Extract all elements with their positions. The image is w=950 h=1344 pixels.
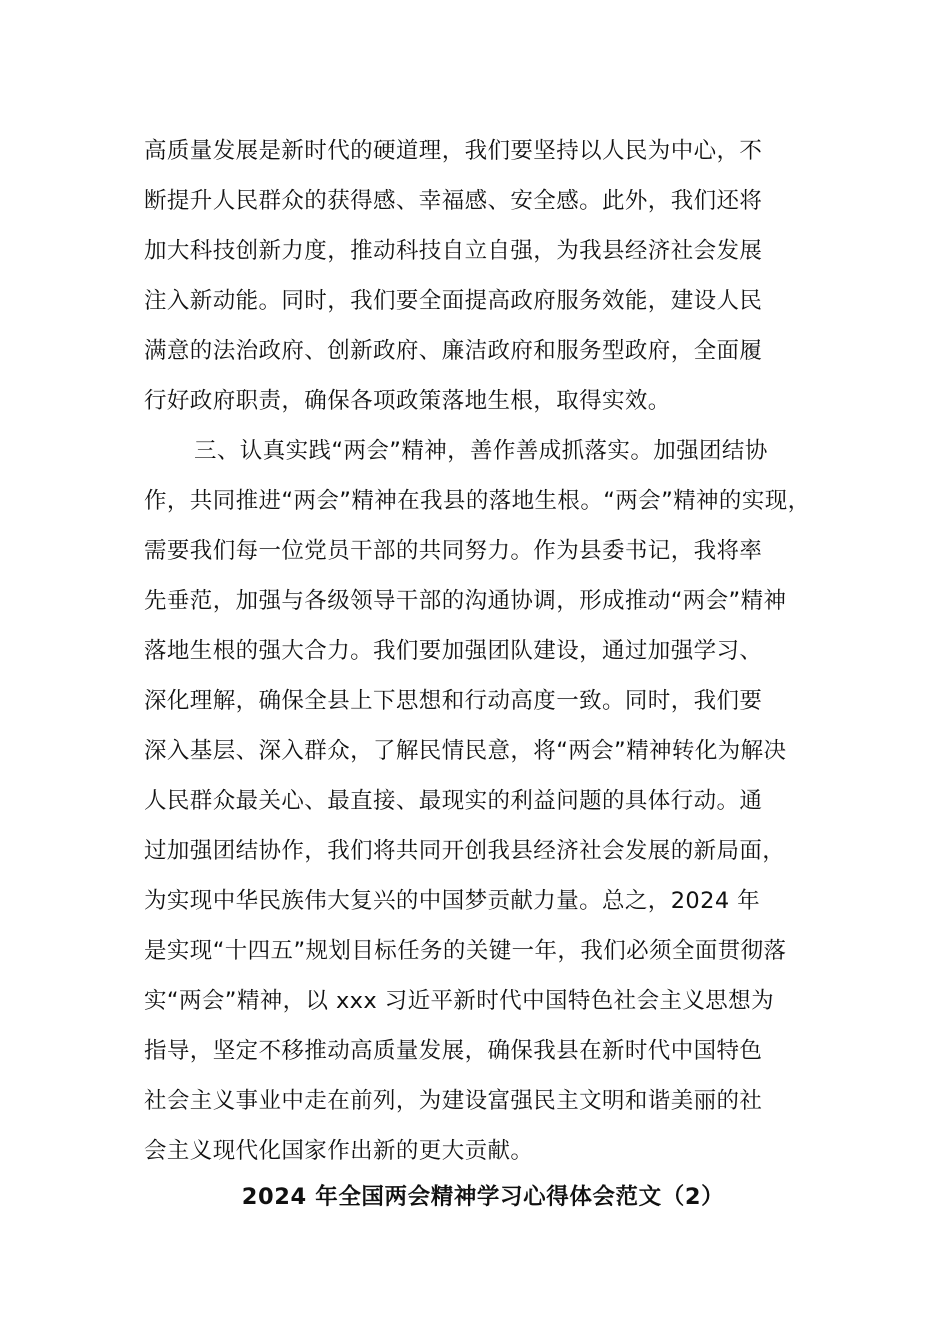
body-text-line: 为实现中华民族伟大复兴的中国梦贡献力量。总之，2024 年 (144, 888, 761, 914)
body-text-line: 是实现“十四五”规划目标任务的关键一年，我们必须全面贯彻落 (144, 938, 787, 964)
body-text-line: 实“两会”精神，以 xxx 习近平新时代中国特色社会主义思想为 (144, 988, 774, 1014)
body-text-line: 过加强团结协作，我们将共同开创我县经济社会发展的新局面， (144, 838, 786, 864)
body-text-line: 会主义现代化国家作出新的更大贡献。 (144, 1138, 534, 1164)
body-text-line: 先垂范，加强与各级领导干部的沟通协调，形成推动“两会”精神 (144, 588, 787, 614)
body-text-line: 断提升人民群众的获得感、幸福感、安全感。此外，我们还将 (144, 188, 763, 214)
body-text-line: 指导，坚定不移推动高质量发展，确保我县在新时代中国特色 (144, 1038, 763, 1064)
body-text-line: 需要我们每一位党员干部的共同努力。作为县委书记，我将率 (144, 538, 763, 564)
section-heading-line: 三、认真实践“两会”精神，善作善成抓落实。加强团结协 (194, 438, 768, 464)
body-text-line: 人民群众最关心、最直接、最现实的利益问题的具体行动。通 (144, 788, 763, 814)
body-text-line: 高质量发展是新时代的硬道理，我们要坚持以人民为中心，不 (144, 138, 763, 164)
body-text-line: 加大科技创新力度，推动科技自立自强，为我县经济社会发展 (144, 238, 763, 264)
body-text-line: 注入新动能。同时，我们要全面提高政府服务效能，建设人民 (144, 288, 763, 314)
body-text-line: 深化理解，确保全县上下思想和行动高度一致。同时，我们要 (144, 688, 763, 714)
document-title: 2024 年全国两会精神学习心得体会范文（2） (241, 1184, 725, 1210)
body-text-line: 满意的法治政府、创新政府、廉洁政府和服务型政府，全面履 (144, 338, 763, 364)
body-text-line: 行好政府职责，确保各项政策落地生根，取得实效。 (144, 388, 671, 414)
body-text-line: 社会主义事业中走在前列，为建设富强民主文明和谐美丽的社 (144, 1088, 763, 1114)
body-text-line: 落地生根的强大合力。我们要加强团队建设，通过加强学习、 (144, 638, 763, 664)
body-text-line: 深入基层、深入群众，了解民情民意，将“两会”精神转化为解决 (144, 738, 787, 764)
body-text-line: 作，共同推进“两会”精神在我县的落地生根。“两会”精神的实现， (144, 488, 811, 514)
